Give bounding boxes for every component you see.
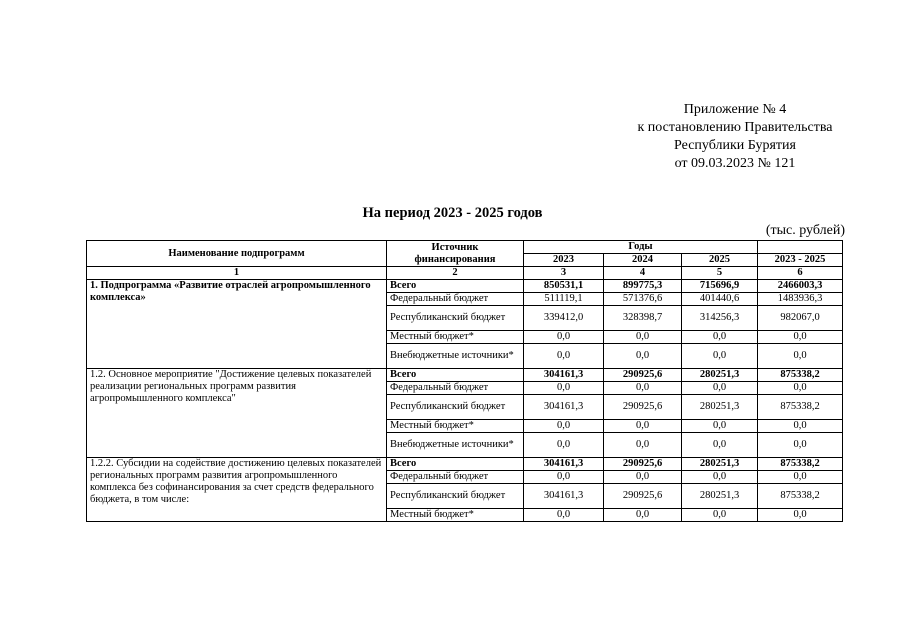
appendix-block: [600, 101, 870, 173]
header-total-blank: [758, 241, 843, 254]
value-cell: 875338,2: [758, 395, 843, 420]
value-cell: 0,0: [682, 382, 758, 395]
table-row: [87, 280, 843, 293]
header-year-2025: 2025: [682, 254, 758, 267]
value-cell: 0,0: [524, 509, 604, 522]
funding-source: Всего: [387, 280, 524, 293]
header-total: 2023 - 2025: [758, 254, 843, 267]
index-cell: 6: [758, 267, 843, 280]
funding-source: Всего: [387, 369, 524, 382]
table-body: [87, 280, 843, 522]
value-cell: 0,0: [682, 471, 758, 484]
funding-table: [86, 240, 843, 522]
value-cell: 850531,1: [524, 280, 604, 293]
header-year-2024: 2024: [604, 254, 682, 267]
value-cell: 280251,3: [682, 484, 758, 509]
value-cell: 571376,6: [604, 293, 682, 306]
period-title: На период 2023 - 2025 годов: [362, 205, 543, 221]
value-cell: 0,0: [524, 331, 604, 344]
header-year-2023: 2023: [524, 254, 604, 267]
funding-source: Внебюджетные источники*: [387, 344, 524, 369]
value-cell: 875338,2: [758, 458, 843, 471]
value-cell: 0,0: [524, 433, 604, 458]
funding-source: Республиканский бюджет: [387, 306, 524, 331]
funding-source: Федеральный бюджет: [387, 471, 524, 484]
value-cell: 875338,2: [758, 369, 843, 382]
value-cell: 0,0: [758, 471, 843, 484]
value-cell: 0,0: [682, 344, 758, 369]
value-cell: 290925,6: [604, 369, 682, 382]
value-cell: 0,0: [524, 420, 604, 433]
value-cell: 715696,9: [682, 280, 758, 293]
value-cell: 290925,6: [604, 395, 682, 420]
header-years-group: Годы: [524, 241, 758, 254]
funding-source: Республиканский бюджет: [387, 395, 524, 420]
value-cell: 511119,1: [524, 293, 604, 306]
index-cell: 1: [87, 267, 387, 280]
value-cell: 0,0: [604, 331, 682, 344]
subprogram-name: 1.2.2. Субсидии на содействие достижению целевых показателей региональных программ развития агропромышленного комплекса без софинансирования за счет средств федерального бюджета, в том числе:: [87, 458, 387, 522]
funding-source: Федеральный бюджет: [387, 293, 524, 306]
value-cell: 401440,6: [682, 293, 758, 306]
value-cell: 280251,3: [682, 458, 758, 471]
appendix-line-4: от 09.03.2023 № 121: [674, 156, 796, 171]
value-cell: 0,0: [524, 382, 604, 395]
value-cell: 290925,6: [604, 484, 682, 509]
value-cell: 0,0: [758, 344, 843, 369]
funding-source: Федеральный бюджет: [387, 382, 524, 395]
funding-source: Местный бюджет*: [387, 331, 524, 344]
value-cell: 1483936,3: [758, 293, 843, 306]
subprogram-name: 1.2. Основное мероприятие "Достижение целевых показателей реализации региональных программ развития агропромышленного комплекса": [87, 369, 387, 458]
value-cell: 304161,3: [524, 395, 604, 420]
index-cell: 3: [524, 267, 604, 280]
value-cell: 0,0: [524, 344, 604, 369]
value-cell: 0,0: [604, 344, 682, 369]
value-cell: 314256,3: [682, 306, 758, 331]
value-cell: 0,0: [604, 471, 682, 484]
index-cell: 5: [682, 267, 758, 280]
header-source: Источник финансирования: [387, 241, 524, 267]
value-cell: 0,0: [758, 331, 843, 344]
value-cell: 304161,3: [524, 484, 604, 509]
appendix-line-3: Республики Бурятия: [674, 138, 796, 153]
value-cell: 0,0: [758, 509, 843, 522]
value-cell: 0,0: [758, 433, 843, 458]
value-cell: 0,0: [682, 433, 758, 458]
funding-source: Местный бюджет*: [387, 509, 524, 522]
appendix-line-2: к постановлению Правительства: [637, 120, 833, 135]
value-cell: 875338,2: [758, 484, 843, 509]
value-cell: 290925,6: [604, 458, 682, 471]
value-cell: 899775,3: [604, 280, 682, 293]
table-row: [87, 369, 843, 382]
value-cell: 2466003,3: [758, 280, 843, 293]
value-cell: 0,0: [604, 433, 682, 458]
value-cell: 0,0: [682, 331, 758, 344]
index-cell: 4: [604, 267, 682, 280]
index-row: [87, 267, 843, 280]
value-cell: 339412,0: [524, 306, 604, 331]
subprogram-name: 1. Подпрограмма «Развитие отраслей агропромышленного комплекса»: [87, 280, 387, 369]
value-cell: 328398,7: [604, 306, 682, 331]
funding-source: Местный бюджет*: [387, 420, 524, 433]
funding-source: Внебюджетные источники*: [387, 433, 524, 458]
value-cell: 0,0: [682, 509, 758, 522]
value-cell: 0,0: [604, 420, 682, 433]
appendix-line-1: Приложение № 4: [683, 102, 787, 117]
value-cell: 280251,3: [682, 369, 758, 382]
value-cell: 0,0: [524, 471, 604, 484]
funding-source: Республиканский бюджет: [387, 484, 524, 509]
units-label: (тыс. рублей): [765, 223, 845, 238]
value-cell: 304161,3: [524, 369, 604, 382]
header-name: Наименование подпрограмм: [87, 241, 387, 267]
value-cell: 0,0: [758, 420, 843, 433]
value-cell: 0,0: [604, 382, 682, 395]
value-cell: 982067,0: [758, 306, 843, 331]
value-cell: 0,0: [682, 420, 758, 433]
funding-source: Всего: [387, 458, 524, 471]
table-row: [87, 458, 843, 471]
value-cell: 280251,3: [682, 395, 758, 420]
value-cell: 304161,3: [524, 458, 604, 471]
value-cell: 0,0: [604, 509, 682, 522]
index-cell: 2: [387, 267, 524, 280]
value-cell: 0,0: [758, 382, 843, 395]
